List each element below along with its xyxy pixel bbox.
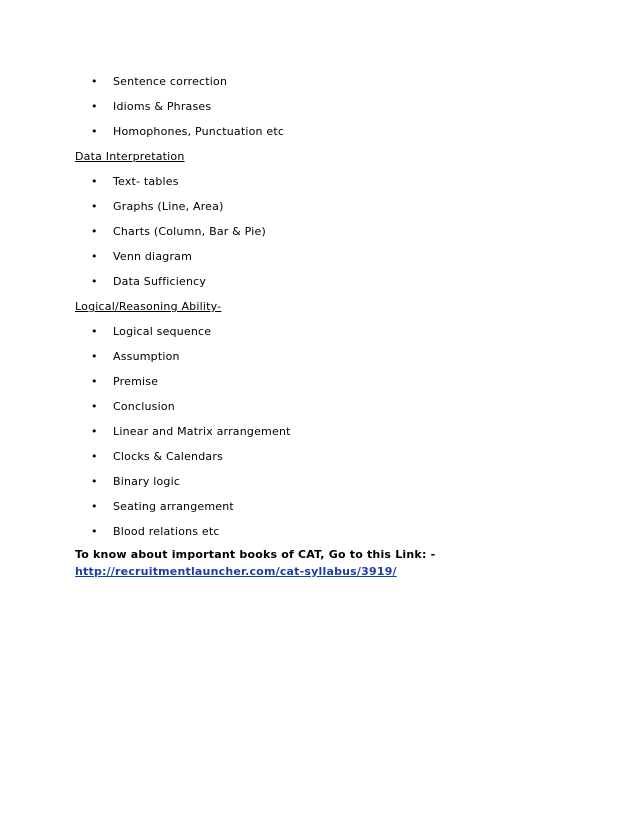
bullet-icon: • bbox=[91, 475, 98, 488]
list-item-text: Linear and Matrix arrangement bbox=[113, 425, 291, 438]
list-item bbox=[0, 125, 638, 150]
list-item bbox=[0, 525, 638, 550]
logical-reasoning-list bbox=[0, 325, 638, 550]
list-item bbox=[0, 425, 638, 450]
list-item-text: Graphs (Line, Area) bbox=[113, 200, 224, 213]
list-item-text: Text- tables bbox=[113, 175, 179, 188]
list-item-text: Logical sequence bbox=[113, 325, 212, 338]
list-item bbox=[0, 275, 638, 300]
list-item bbox=[0, 350, 638, 375]
bullet-icon: • bbox=[91, 500, 98, 513]
list-item-text: Blood relations etc bbox=[113, 525, 220, 538]
list-item bbox=[0, 225, 638, 250]
bullet-icon: • bbox=[91, 175, 98, 188]
list-item bbox=[0, 500, 638, 525]
bullet-icon: • bbox=[91, 525, 98, 538]
list-item-text: Sentence correction bbox=[113, 75, 228, 88]
bullet-icon: • bbox=[91, 125, 98, 138]
list-item-text: Premise bbox=[113, 375, 159, 388]
list-item bbox=[0, 375, 638, 400]
list-item-text: Seating arrangement bbox=[113, 500, 234, 513]
bullet-icon: • bbox=[91, 400, 98, 413]
list-item bbox=[0, 75, 638, 100]
list-item-text: Homophones, Punctuation etc bbox=[113, 125, 285, 138]
list-item bbox=[0, 325, 638, 350]
bullet-icon: • bbox=[91, 225, 98, 238]
section-heading-data-interpretation: Data Interpretation bbox=[75, 150, 185, 163]
syllabus-link[interactable]: http://recruitmentlauncher.com/cat-syllabus/3919/ bbox=[75, 565, 397, 578]
bullet-icon: • bbox=[91, 100, 98, 113]
list-item-text: Conclusion bbox=[113, 400, 175, 413]
list-item-text: Data Sufficiency bbox=[113, 275, 207, 288]
list-item-text: Clocks & Calendars bbox=[113, 450, 223, 463]
verbal-topics-list bbox=[0, 75, 638, 150]
list-item-text: Assumption bbox=[113, 350, 180, 363]
list-item-text: Idioms & Phrases bbox=[113, 100, 212, 113]
bullet-icon: • bbox=[91, 200, 98, 213]
list-item-text: Charts (Column, Bar & Pie) bbox=[113, 225, 266, 238]
bullet-icon: • bbox=[91, 350, 98, 363]
data-interpretation-list bbox=[0, 175, 638, 300]
list-item bbox=[0, 450, 638, 475]
list-item-text: Binary logic bbox=[113, 475, 181, 488]
section-heading-logical-reasoning: Logical/Reasoning Ability- bbox=[75, 300, 222, 313]
list-item bbox=[0, 100, 638, 125]
list-item bbox=[0, 475, 638, 500]
bullet-icon: • bbox=[91, 250, 98, 263]
bullet-icon: • bbox=[91, 275, 98, 288]
bullet-icon: • bbox=[91, 375, 98, 388]
bullet-icon: • bbox=[91, 75, 98, 88]
list-item bbox=[0, 200, 638, 225]
list-item-text: Venn diagram bbox=[113, 250, 193, 263]
bullet-icon: • bbox=[91, 325, 98, 338]
list-item bbox=[0, 400, 638, 425]
footer-text: To know about important books of CAT, Go to this Link: - bbox=[75, 548, 436, 561]
list-item bbox=[0, 250, 638, 275]
list-item bbox=[0, 175, 638, 200]
bullet-icon: • bbox=[91, 425, 98, 438]
bullet-icon: • bbox=[91, 450, 98, 463]
